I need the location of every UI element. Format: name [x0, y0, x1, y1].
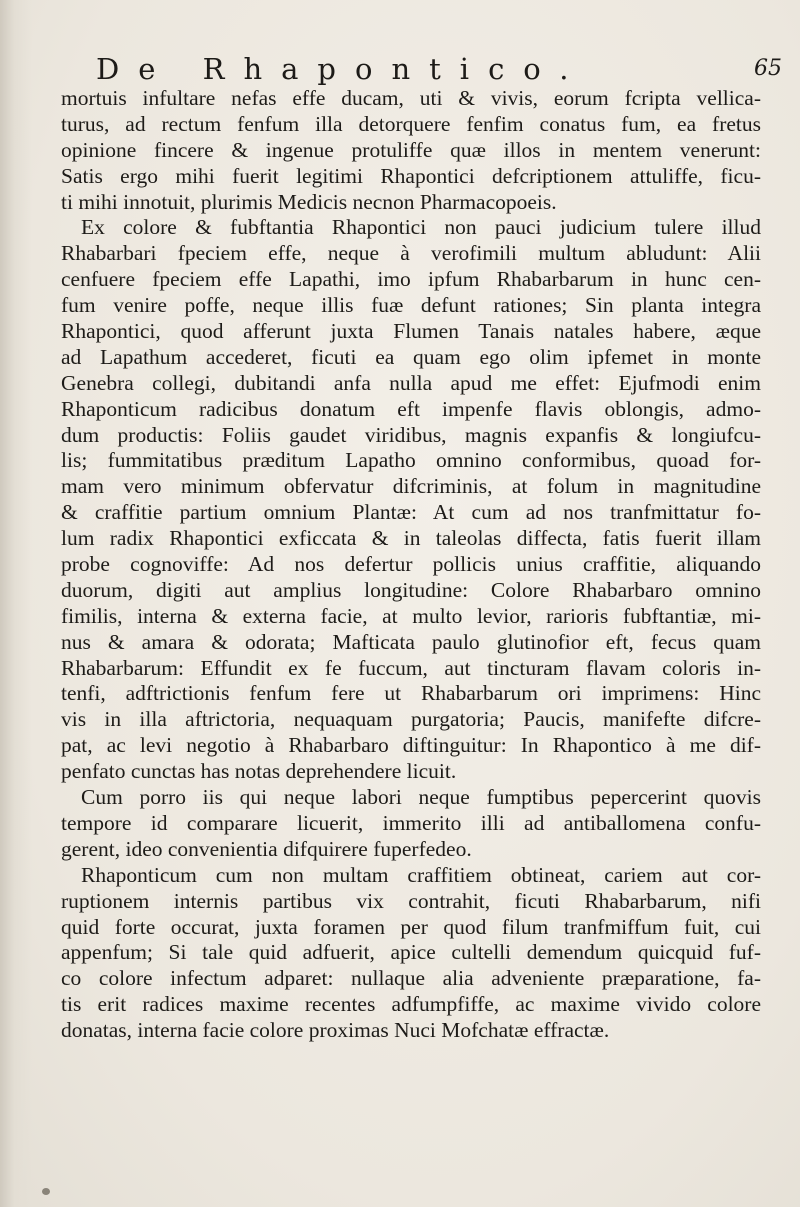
- text-line: mortuis infultare nefas effe ducam, uti & vivis, eorum fcripta vellica-: [61, 86, 761, 110]
- text-line: Satis ergo mihi fuerit legitimi Rhapontici defcriptionem attuliffe, ficu-: [61, 163, 761, 188]
- text-line: Genebra collegi, dubitandi anfa nulla apud me effet: Ejufmodi enim: [61, 370, 761, 395]
- gutter-shadow: [0, 0, 32, 1207]
- text-line: lis; fummitatibus præditum Lapatho omnino conformibus, quoad for-: [61, 448, 761, 473]
- text-line: nus & amara & odorata; Mafticata paulo glutinofior eft, fecus quam: [61, 629, 761, 654]
- text-line: gerent, ideo convenientia difquirere fuperfedeo.: [61, 836, 472, 861]
- text-line: quid forte occurat, juxta foramen per quod filum tranfmiffum fuit, cui: [61, 914, 761, 939]
- text-line: fum venire poffe, neque illis fuæ defunt rationes; Sin planta integra: [61, 293, 761, 318]
- text-line: ruptionem internis partibus vix contrahit, ficuti Rhabarbarum, nifi: [61, 888, 761, 913]
- text-line: tis erit radices maxime recentes adfumpfiffe, ac maxime vivido colore: [61, 992, 761, 1017]
- text-line: fimilis, interna & externa facie, at multo levior, rarioris fubftantiæ, mi-: [61, 603, 761, 628]
- text-line: donatas, interna facie colore proximas Nuci Mofchatæ effractæ.: [61, 1018, 610, 1043]
- text-line: dum productis: Foliis gaudet viridibus, magnis expanfis & longiufcu-: [61, 422, 761, 447]
- text-line: opinione fincere & ingenue protuliffe quæ illos in mentem venerunt:: [61, 137, 761, 162]
- text-line: Rhabarbari fpeciem effe, neque à verofimili multum abludunt: Alii: [61, 241, 761, 266]
- text-line: probe cognoviffe: Ad nos defertur pollicis unius craffitie, aliquando: [61, 552, 761, 577]
- text-line: appenfum; Si tale quid adfuerit, apice cultelli demendum quicquid fuf-: [61, 940, 761, 965]
- text-line: ad Lapathum accederet, ficuti ea quam ego olim ipfemet in monte: [61, 344, 761, 369]
- body-text: [61, 86, 761, 1044]
- text-line: Cum porro iis qui neque labori neque fumptibus pepercerint quovis: [81, 785, 761, 810]
- text-line: tempore id comparare licuerit, immerito illi ad antiballomena confu-: [61, 810, 761, 835]
- text-line: mam vero minimum obfervatur difcriminis, at folum in magnitudine: [61, 474, 761, 499]
- text-line: co colore infectum adparet: nullaque alia adveniente præparatione, fa-: [61, 966, 761, 991]
- text-line: & craffitie partium omnium Plantæ: At cum ad nos tranfmittatur fo-: [61, 500, 761, 525]
- text-line: pat, ac levi negotio à Rhabarbaro diftinguitur: In Rhapontico à me dif-: [61, 733, 761, 758]
- text-line: Rhapontici, quod afferunt juxta Flumen Tanais natales habere, æque: [61, 319, 761, 344]
- text-line: Rhaponticum cum non multam craffitiem obtineat, cariem aut cor-: [81, 862, 761, 887]
- text-line: duorum, digiti aut amplius longitudine: Colore Rhabarbaro omnino: [61, 577, 761, 602]
- text-line: cenfuere fpeciem effe Lapathi, imo ipfum Rhabarbarum in hunc cen-: [61, 267, 761, 292]
- text-line: turus, ad rectum fenfum illa detorquere fenfim conatus fum, ea fretus: [61, 111, 761, 136]
- text-line: penfato cunctas has notas deprehendere licuit.: [61, 759, 457, 784]
- text-line: Rhabarbarum: Effundit ex fe fuccum, aut tincturam flavam coloris in-: [61, 655, 761, 680]
- text-line: vis in illa aftrictoria, nequaquam purgatoria; Paucis, manifefte difcre-: [61, 707, 761, 732]
- ink-speck: [42, 1188, 50, 1195]
- text-line: lum radix Rhapontici exficcata & in taleolas diffecta, fatis fuerit illam: [61, 526, 761, 551]
- text-line: Ex colore & fubftantia Rhapontici non pauci judicium tulere illud: [81, 215, 761, 240]
- text-line: Rhaponticum radicibus donatum eft impenfe flavis oblongis, admo-: [61, 396, 761, 421]
- page-number: 65: [754, 56, 782, 81]
- running-title: De Rhapontico.: [96, 52, 588, 86]
- text-line: tenfi, adftrictionis fenfum fere ut Rhabarbarum ori imprimens: Hinc: [61, 681, 761, 706]
- text-line: ti mihi innotuit, plurimis Medicis necnon Pharmacopoeis.: [61, 189, 557, 214]
